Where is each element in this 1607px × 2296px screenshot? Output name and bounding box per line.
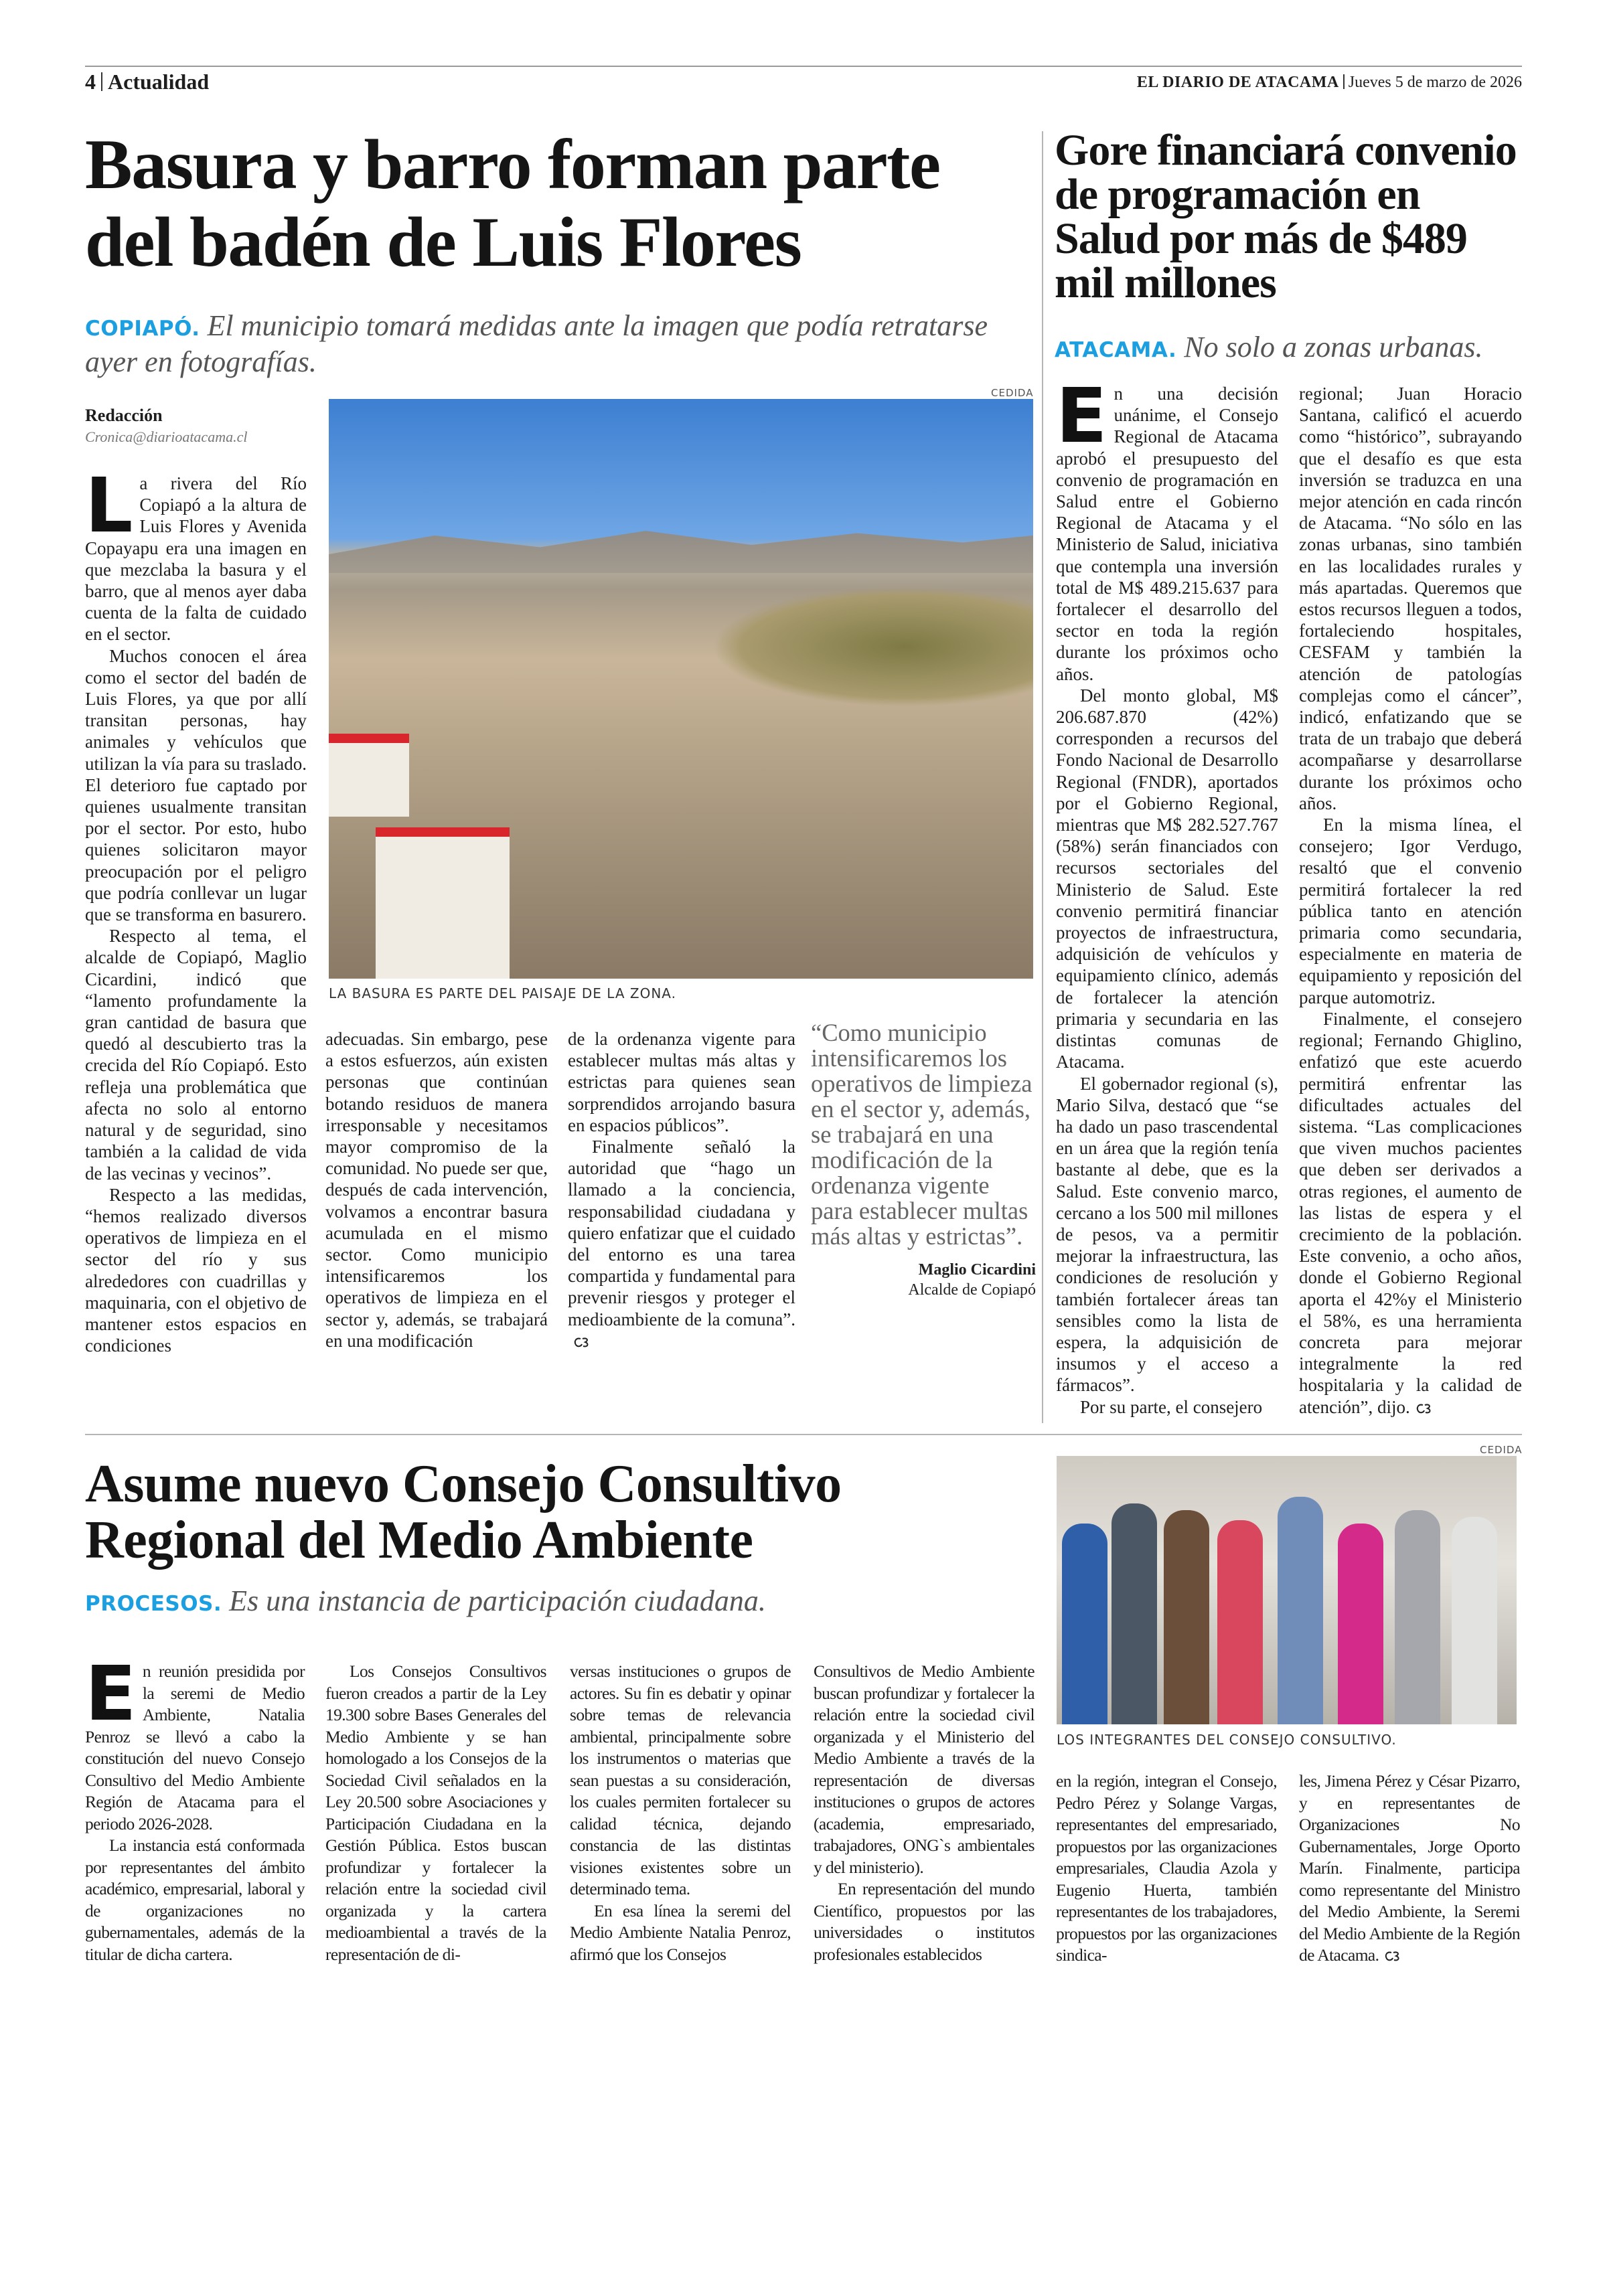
- main-column-2: [325, 1028, 548, 1351]
- right-deck-text: No solo a zonas urbanas.: [1184, 331, 1483, 363]
- paragraph-text: les, Jimena Pérez y César Pizarro, y en representantes de Organizaciones No Gubernamentales, Jorge Oporto Marín. Finalmente, participa como representante del Ministro del Medio Ambiente, la Seremi del Medio Ambiente de la Región de Atacama.: [1299, 1771, 1520, 1965]
- main-kicker: COPIAPÓ.: [85, 317, 200, 341]
- right-column-1: [1056, 373, 1278, 1418]
- bottom-deck: [85, 1584, 1022, 1621]
- bottom-column-4: [814, 1661, 1035, 1965]
- paragraph-text: Respecto al tema, el alcalde de Copiapó, Maglio Cicardini, indicó que “lamento profundamente la gran cantidad de basura que quedó al descubierto tras la crecida del Río Copiapó. Esto refleja una problemática que afecta no solo al entorno natural y de seguridad, sino también a la calidad de vida de las vecinas y vecinos”.: [85, 926, 307, 1183]
- paragraph-text: n una decisión unánime, el Consejo Regional de Atacama aprobó el presupuesto del convenio de programación en Salud entre el Gobierno Regional de Atacama y el Ministerio de Salud, iniciativa que contempla una inversión total de M$ 489.215.637 para fortalecer el desarrollo del sector en toda la región durante los próximos ocho años.: [1056, 384, 1278, 684]
- pull-quote-text: “Como municipio intensificaremos los operativos de limpieza en el sector y, además, se trabajará en una modificación de la ordenanza vigente para establecer multas más altas y estrictas”.: [811, 1019, 1032, 1250]
- paragraph-text: Por su parte, el consejero: [1080, 1396, 1263, 1417]
- end-mark-icon: [573, 1336, 591, 1348]
- main-headline: Basura y barro forman parte del badén de Luis Flores: [85, 125, 940, 281]
- photo-barrier: [376, 827, 510, 979]
- paragraph: [325, 1028, 548, 1351]
- paragraph: [1056, 1771, 1277, 1967]
- divider: [101, 72, 102, 91]
- right-kicker: ATACAMA.: [1055, 338, 1177, 362]
- page-number: 4: [85, 70, 96, 94]
- right-column-2: [1299, 383, 1522, 1418]
- paragraph-text: en la región, integran el Consejo, Pedro Pérez y Solange Vargas, representantes del empresariado, propuestos por las organizaciones empresariales, Claudia Azola y Eugenio Huerta, también representantes de los trabajadores, propuestos por las organizaciones sindica-: [1056, 1771, 1277, 1965]
- photo-caption: LOS INTEGRANTES DEL CONSEJO CONSULTIVO.: [1057, 1732, 1397, 1748]
- photo-person: [1217, 1520, 1263, 1724]
- bottom-column-2: [325, 1661, 546, 1965]
- bottom-headline: Asume nuevo Consejo Consultivo Regional del Medio Ambiente: [85, 1455, 842, 1570]
- photo-caption: LA BASURA ES PARTE DEL PAISAJE DE LA ZONA.: [329, 985, 676, 1001]
- main-deck-text: El municipio tomará medidas ante la imagen que podía retratarse ayer en fotografías.: [85, 309, 988, 378]
- paragraph: [570, 1900, 791, 1966]
- bottom-deck-text: Es una instancia de participación ciudadana.: [229, 1584, 766, 1617]
- bottom-column-3: [570, 1661, 791, 1965]
- paragraph-text: Consultivos de Medio Ambiente buscan profundizar y fortalecer la relación entre la sociedad civil organizada y el Ministerio del Medio Ambiente a través de la representación de diversas instituciones o grupos de actores (academia, empresariado, trabajadores, ONG`s ambientales y del ministerio).: [814, 1661, 1035, 1877]
- byline-author: Redacción: [85, 406, 163, 425]
- end-mark-icon: [1415, 1402, 1433, 1414]
- pull-quote-role: Alcalde de Copiapó: [908, 1281, 1036, 1299]
- paragraph: [85, 1184, 307, 1357]
- paragraph-text: Finalmente, el consejero regional; Fernando Ghiglino, enfatizó que este acuerdo permitirá enfrentar las dificultades actuales del sistema. “Las complicaciones que viven muchos pacientes que deben ser derivados a otras regiones, el aumento de las listas de espera y el crecimiento de la población. Este convenio, a ocho años, donde el Gobierno Regional aporta el 42%y el Ministerio el 58%, es una herramienta concreta para mejorar integralmente la red hospitalaria y la calidad de atención”, dijo.: [1299, 1008, 1522, 1417]
- photo-person: [1164, 1510, 1209, 1724]
- right-deck: [1055, 331, 1523, 367]
- paragraph-text: Los Consejos Consultivos fueron creados a partir de la Ley 19.300 sobre Bases Generales del Medio Ambiente y se han homologado a los Consejos de la Sociedad Civil señalados en la Ley 20.500 sobre Asociaciones y Participación Ciudadana en la Gestión Pública. Estos buscan profundizar y fortalecer la relación entre la sociedad civil organizada y la cartera medioambiental a través de la representación de di-: [325, 1661, 546, 1964]
- drop-cap: E: [85, 1651, 136, 1738]
- paragraph-text: En la misma línea, el consejero; Igor Verdugo, resaltó que el convenio permitirá fortalecer la red pública tanto en atención primaria como secundaria, especialmente en materia de equipamiento y reposición del parque automotriz.: [1299, 815, 1522, 1007]
- drop-cap: L: [85, 463, 133, 550]
- paragraph: [814, 1878, 1035, 1965]
- header-rule: [85, 66, 1522, 67]
- paragraph-text: Finalmente señaló la autoridad que “hago un llamado a la conciencia, responsabilidad ciudadana y quiero enfatizar que el cuidado del entorno es una tarea compartida y fundamental para prevenir riesgos y proteger el medioambiente de la comuna”.: [568, 1137, 795, 1329]
- photo-person: [1278, 1497, 1323, 1724]
- paragraph: [85, 925, 307, 1183]
- photo-person: [1395, 1510, 1440, 1724]
- main-column-3: [568, 1028, 795, 1351]
- end-mark-icon: [1384, 1950, 1401, 1962]
- section-name: Actualidad: [108, 70, 210, 94]
- paragraph: [1056, 1396, 1278, 1418]
- photo-credit: CEDIDA: [991, 387, 1034, 399]
- pull-quote-attribution: [811, 1260, 1036, 1300]
- paragraph-text: n reunión presidida por la seremi de Medio Ambiente, Natalia Penroz se llevó a cabo la constitución del nuevo Consejo Consultivo del Medio Ambiente Región de Atacama para el periodo 2026-2028.: [85, 1661, 305, 1833]
- paragraph-text: adecuadas. Sin embargo, pese a estos esfuerzos, aún existen personas que continúan botando residuos de manera irresponsable y necesitamos mayor compromiso de la comunidad. No puede ser que, después de cada intervención, volvamos a encontrar basura acumulada en el mismo sector. Como municipio intensificaremos los operativos de limpieza en el sector y, además, se trabajará en una modificación: [325, 1029, 548, 1351]
- photo-garbage-riverbed: [329, 399, 1033, 979]
- paragraph: [814, 1661, 1035, 1878]
- paragraph-text: versas instituciones o grupos de actores. Su fin es debatir y opinar sobre temas de relevancia ambiental, principalmente sobre los instrumentos o materias que sean puestas a su consideración, los cuales permiten fortalecer su calidad técnica, dejando constancia de las distintas visiones existentes sobre un determinado tema.: [570, 1661, 791, 1898]
- paragraph: [1299, 1008, 1522, 1418]
- paragraph: [1299, 814, 1522, 1008]
- photo-barrier: [329, 734, 409, 817]
- paragraph: [85, 463, 307, 645]
- paragraph-text: a rivera del Río Copiapó a la altura de Luis Flores y Avenida Copayapu era una imagen en que mezclaba la basura y el barro, que al menos ayer daba cuenta de la falta de cuidado en el sector.: [85, 473, 307, 645]
- paragraph: [1299, 383, 1522, 814]
- main-deck: [85, 309, 1022, 379]
- issue-date: Jueves 5 de marzo de 2026: [1348, 74, 1522, 91]
- paragraph-text: regional; Juan Horacio Santana, calificó el acuerdo como “histórico”, subrayando que el desafío es que esta inversión se traduzca en una mejor atención en cada rincón de Atacama. “No sólo en las zonas urbanas, sino también en las localidades rurales y más apartadas. Queremos que estos recursos lleguen a todos, fortaleciendo hospitales, CESFAM y también la atención de patologías complejas como el cáncer”, indicó, enfatizando que se trata de un trabajo que deberá acompañarse y desarrollarse durante los próximos ocho años.: [1299, 384, 1522, 813]
- bottom-column-5: [1056, 1771, 1277, 1967]
- masthead-info: [1137, 74, 1522, 92]
- paragraph: [568, 1136, 795, 1351]
- paragraph: [1056, 1073, 1278, 1396]
- paragraph: [568, 1028, 795, 1136]
- paragraph: [85, 1651, 305, 1835]
- photo-credit: CEDIDA: [1480, 1444, 1523, 1456]
- photo-person: [1062, 1524, 1107, 1724]
- right-headline: Gore financiará convenio de programación en Salud por más de $489 mil millones: [1055, 126, 1517, 307]
- paragraph: [1056, 685, 1278, 1073]
- photo-person: [1112, 1503, 1157, 1724]
- paragraph: [85, 645, 307, 926]
- byline: [85, 406, 313, 446]
- pull-quote: [811, 1020, 1036, 1300]
- photo-person: [1452, 1517, 1497, 1724]
- paragraph-text: El gobernador regional (s), Mario Silva, destacó que “se ha dado un paso trascendental en un área que la región tenía bastante al debe, que es la Salud. Este convenio marco, cercano a los 500 mil millones de pesos, va a permitir mejorar la infraestructura, las condiciones de resolución y también fortalecer áreas tan sensibles como la lista de espera, la adquisición de insumos y el acceso a fármacos”.: [1056, 1073, 1278, 1396]
- paragraph-text: Respecto a las medidas, “hemos realizado diversos operativos de limpieza en el sector del río y sus alrededores con cuadrillas y maquinaria, con el objetivo de mantener estos espacios en condiciones: [85, 1184, 307, 1356]
- photo-council-members: [1057, 1456, 1517, 1724]
- bottom-column-6: [1299, 1771, 1520, 1967]
- column-divider: [1042, 131, 1043, 1423]
- byline-email: Cronica@diarioatacama.cl: [85, 428, 248, 445]
- paragraph: [325, 1661, 546, 1965]
- paragraph-text: En representación del mundo Científico, propuestos por las universidades o institutos profesionales establecidos: [814, 1879, 1035, 1964]
- photo-bushes: [712, 586, 1033, 707]
- page-section-label: [85, 70, 209, 94]
- paragraph-text: En esa línea la seremi del Medio Ambiente Natalia Penroz, afirmó que los Consejos: [570, 1900, 791, 1964]
- paragraph-text: La instancia está conformada por representantes del ámbito académico, empresarial, laboral y de organizaciones no gubernamentales, además de la titular de dicha cartera.: [85, 1835, 305, 1964]
- bottom-column-1: [85, 1651, 305, 1965]
- pull-quote-name: Maglio Cicardini: [918, 1261, 1036, 1279]
- drop-cap: E: [1056, 373, 1107, 460]
- divider: [1343, 74, 1345, 89]
- paragraph: [85, 1835, 305, 1965]
- paragraph: [1299, 1771, 1520, 1967]
- main-column-1: [85, 463, 307, 1356]
- photo-mountains: [329, 526, 1033, 573]
- paragraph-text: de la ordenanza vigente para establecer multas más altas y estrictas para quienes sean sorprendidos arrojando basura en espacios públicos”.: [568, 1029, 795, 1135]
- paragraph: [570, 1661, 791, 1900]
- paragraph: [1056, 373, 1278, 685]
- photo-person: [1338, 1524, 1383, 1724]
- paragraph-text: Del monto global, M$ 206.687.870 (42%) corresponden a recursos del Fondo Nacional de Desarrollo Regional (FNDR), aportados por el Gobierno Regional, mientras que M$ 282.527.767 (58%) serán financiados con recursos sectoriales del Ministerio de Salud. Este convenio permitirá financiar proyectos de infraestructura, adquisición de vehículos y equipamiento clínico, además de fortalecer la atención primaria y secundaria en las distintas comunas de Atacama.: [1056, 685, 1278, 1072]
- newspaper-name: EL DIARIO DE ATACAMA: [1136, 74, 1339, 91]
- section-divider: [85, 1434, 1522, 1435]
- paragraph-text: Muchos conocen el área como el sector del badén de Luis Flores, ya que por allí transitan personas, hay animales y vehículos que utilizan la vía para su traslado. El deterioro fue captado por quienes usualmente transitan por el sector. Por esto, hubo quienes solicitaron mayor preocupación por el peligro que podría conllevar un lugar que se transforma en basurero.: [85, 645, 307, 925]
- bottom-kicker: PROCESOS.: [85, 1592, 222, 1616]
